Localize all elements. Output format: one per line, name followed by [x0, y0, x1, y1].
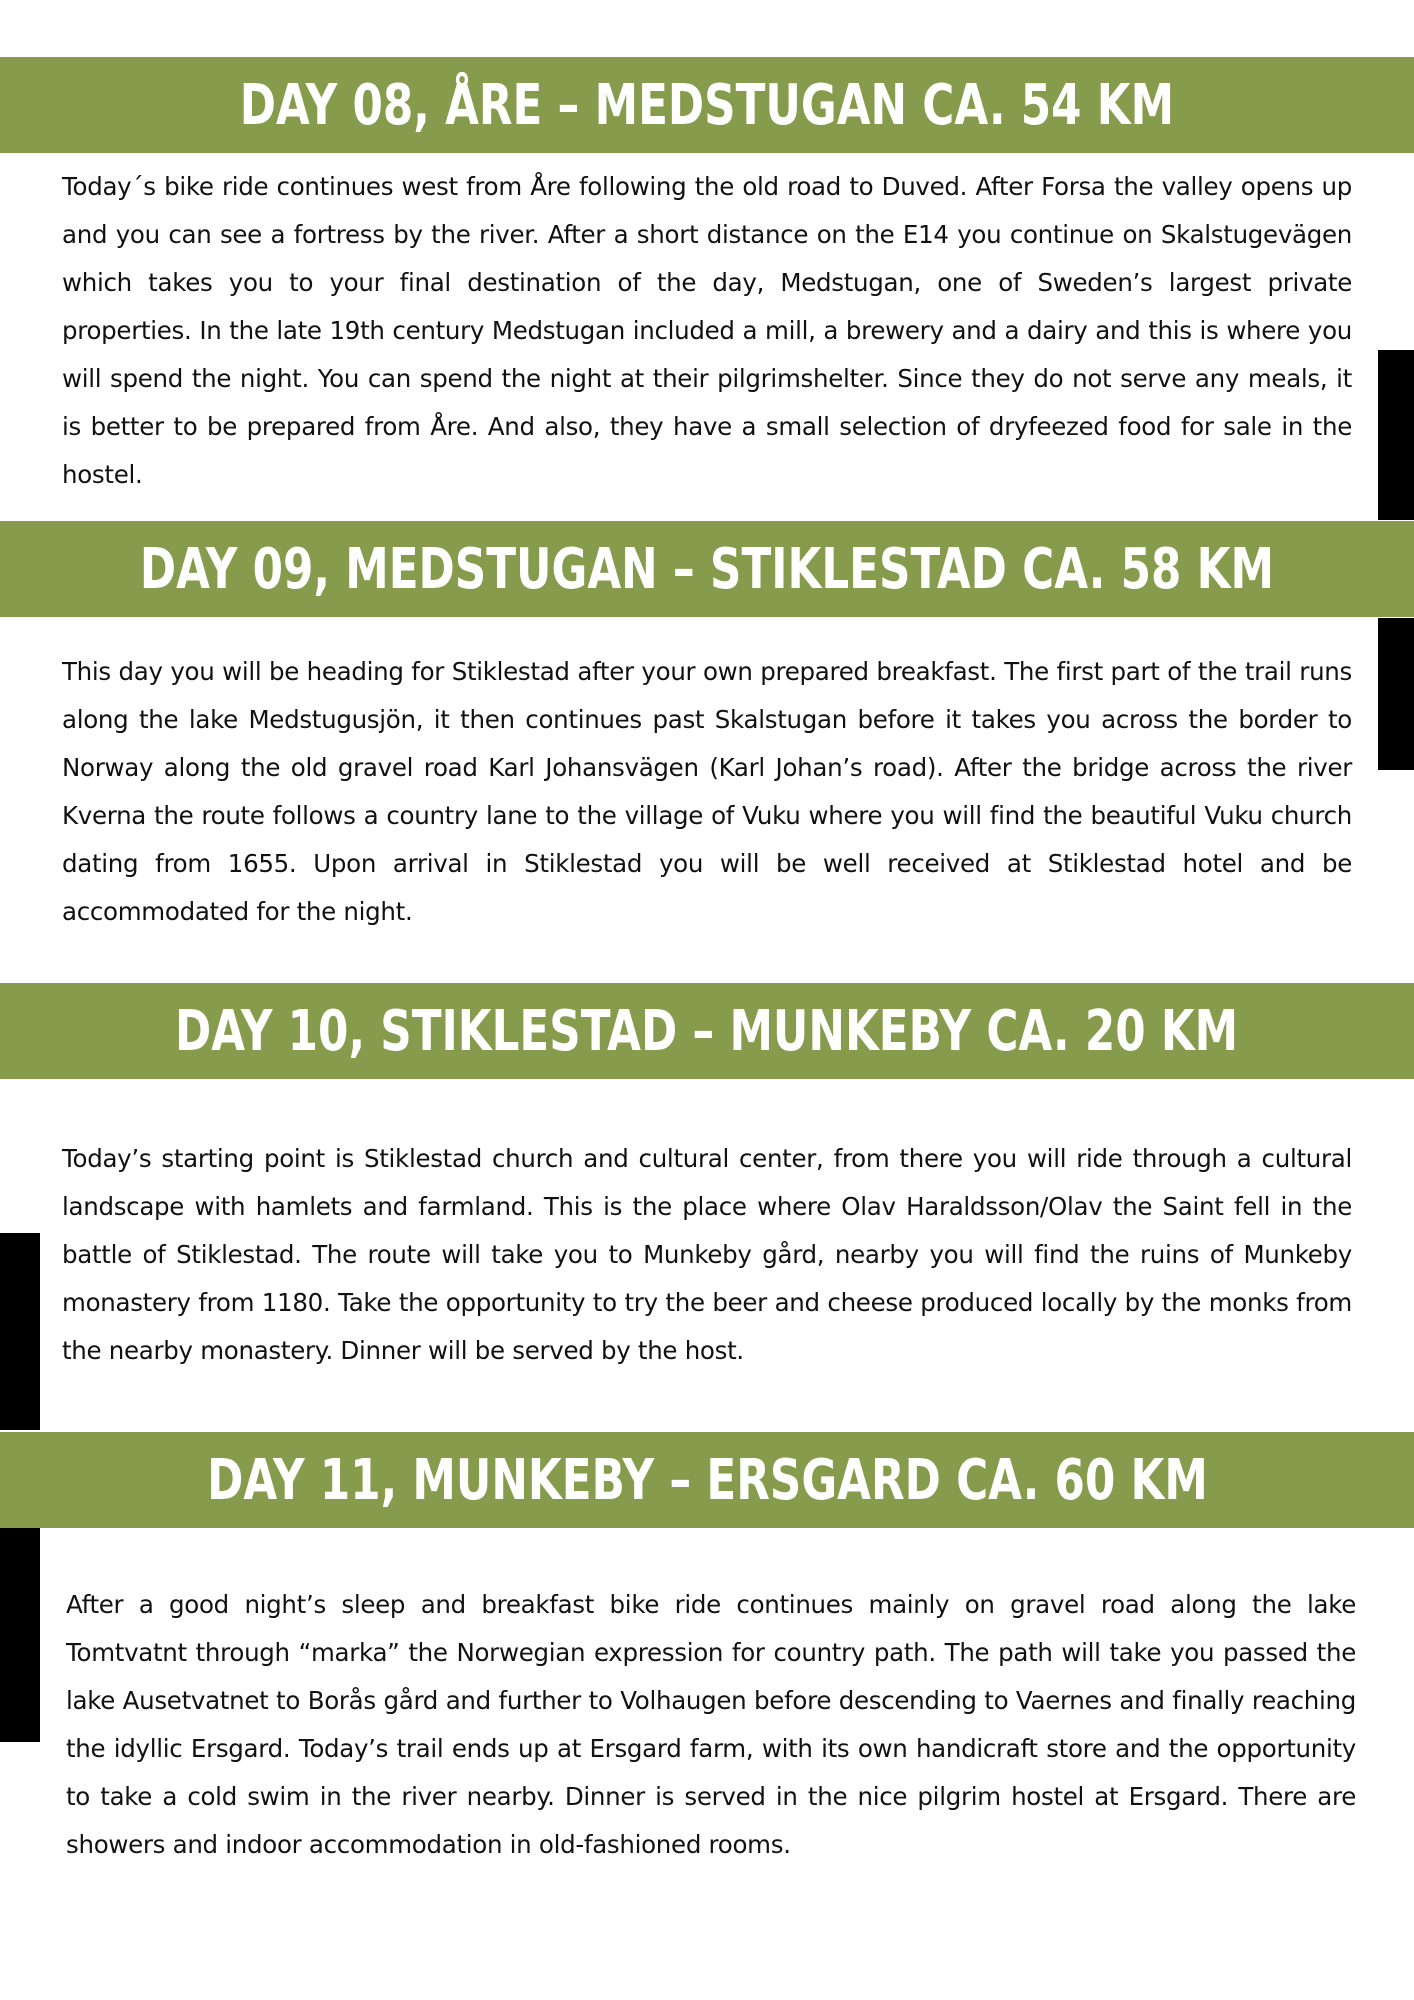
day-heading-banner: [0, 521, 1414, 617]
right-edge-bar-middle: [1378, 618, 1414, 770]
day-heading-banner: [0, 1432, 1414, 1528]
right-edge-bar-top: [1378, 350, 1414, 520]
left-edge-bar-middle: [0, 1233, 40, 1430]
left-edge-bar-bottom: [0, 1528, 40, 1742]
day-heading-banner: [0, 983, 1414, 1079]
day-heading-title: DAY 10, STIKLESTAD – MUNKEBY CA. 20 KM: [175, 998, 1239, 1064]
day-description: Today´s bike ride continues west from Åre following the old road to Duved. After Forsa the valley opens up and you can see a fortress by the river. After a short distance on the E14 you continue on Skalstugevägen which takes you to your final destination of the day, Medstugan, one of Sweden’s largest private properties. In the late 19th century Medstugan included a mill, a brewery and a dairy and this is where you will spend the night. You can spend the night at their pilgrimshelter. Since they do not serve any meals, it is better to be prepared from Åre. And also, they have a small selection of dryfeezed food for sale in the hostel.: [62, 172, 1352, 489]
day-description: Today’s starting point is Stiklestad church and cultural center, from there you will ride through a cultural landscape with hamlets and farmland. This is the place where Olav Haraldsson/Olav the Saint fell in the battle of Stiklestad. The route will take you to Munkeby gård, nearby you will find the ruins of Munkeby monastery from 1180. Take the opportunity to try the beer and cheese produced locally by the monks from the nearby monastery. Dinner will be served by the host.: [62, 1144, 1352, 1365]
day-heading-title: DAY 11, MUNKEBY – ERSGARD CA. 60 KM: [206, 1447, 1208, 1513]
day-description: This day you will be heading for Stiklestad after your own prepared breakfast. The first part of the trail runs along the lake Medstugusjön, it then continues past Skalstugan before it takes you across the border to Norway along the old gravel road Karl Johansvägen (Karl Johan’s road). After the bridge across the river Kverna the route follows a country lane to the village of Vuku where you will find the beautiful Vuku church dating from 1655. Upon arrival in Stiklestad you will be well received at Stiklestad hotel and be accommodated for the night.: [62, 657, 1352, 926]
day-heading-title: DAY 08, ÅRE – MEDSTUGAN CA. 54 KM: [239, 72, 1175, 138]
day-heading-banner: [0, 57, 1414, 153]
day-heading-title: DAY 09, MEDSTUGAN – STIKLESTAD CA. 58 KM: [140, 536, 1274, 602]
day-description: After a good night’s sleep and breakfast bike ride continues mainly on gravel road along the lake Tomtvatnt through “marka” the Norwegian expression for country path. The path will take you passed the lake Ausetvatnet to Borås gård and further to Volhaugen before descending to Vaernes and finally reaching the idyllic Ersgard. Today’s trail ends up at Ersgard farm, with its own handicraft store and the opportunity to take a cold swim in the river nearby. Dinner is served in the nice pilgrim hostel at Ersgard. There are showers and indoor accommodation in old-fashioned rooms.: [66, 1590, 1356, 1859]
